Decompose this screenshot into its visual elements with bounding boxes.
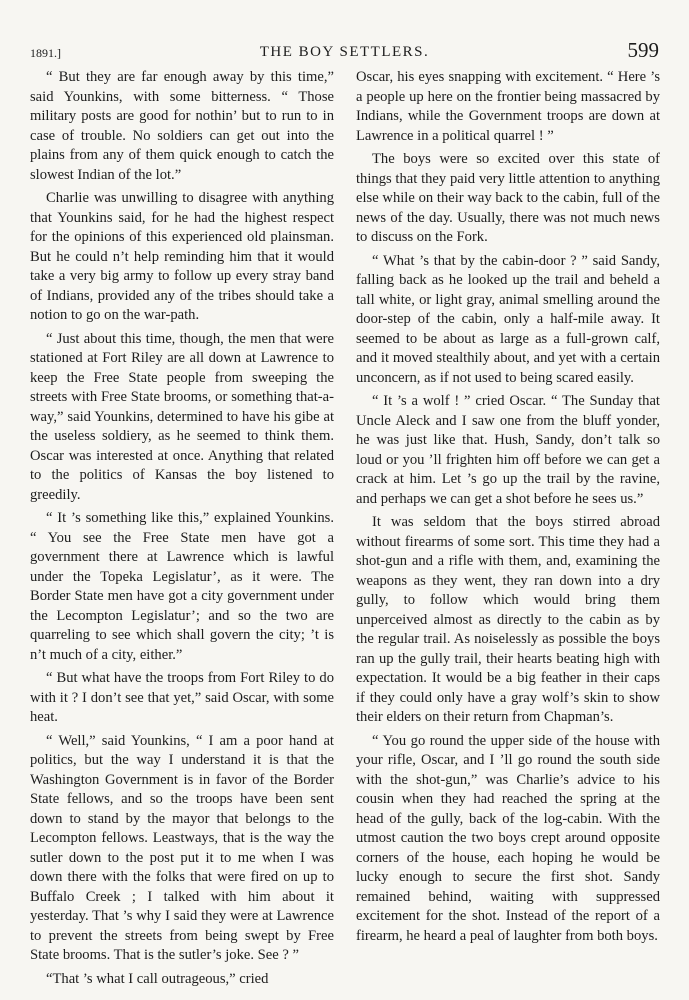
header-title: THE BOY SETTLERS. <box>259 44 430 60</box>
paragraph: Charlie was unwilling to disagree with anything that Younkins said, for he had the highest respect for the opinions of this experienced old plainsman. But he could n’t help reminding him that it would take a very big army to follow up every stray band of Indians, provided any of the tribes should take a notion to go on the war-path. <box>30 190 334 323</box>
page-number: 599 <box>627 38 659 62</box>
paragraph: “ Well,” said Younkins, “ I am a poor hand at politics, but the way I understand it is that the Washington Government is in favor of the Border State fellows, and so the troops have been sent down to stand by the mayor that belongs to the Lecompton fellows. Leastways, that is the way the sutler down to the post put it to me when I was down there with the folks that were fired on up to Buffalo Creek ; I talked with him about it yesterday. That ’s why I said they were at Lawrence to prevent the streets from being swept by Free State brooms. That is the sutler’s joke. See ? ” <box>30 732 334 963</box>
paragraph: “ It ’s something like this,” explained Younkins. “ You see the Free State men have got a government there at Lawrence which is lawful under the Topeka Legislatur’, as it were. The Border State men have got a city government under the Lecompton Legislatur’; and so the two are quarreling to see which shall govern the city; ’t is n’t much of a city, either.” <box>30 510 334 663</box>
paragraph: “ It ’s a wolf ! ” cried Oscar. “ The Sunday that Uncle Aleck and I saw one from the bluff yonder, he was just like that. Hush, Sandy, don’t talk so loud or you ’ll frighten him off before we can get a crack at him. Let ’s go up the trail by the ravine, and perhaps we can get a shot before he sees us.” <box>356 393 660 507</box>
header-date: 1891.] <box>30 46 61 60</box>
paragraph: “ What ’s that by the cabin-door ? ” said Sandy, falling back as he looked up the trail and beheld a tall white, or light gray, animal smelling around the door-step of the cabin, only a half-mile away. It seemed to be about as large as a full-grown calf, and it moved stealthily about, and yet with a certain unconcern, as if not used to being scared easily. <box>356 252 660 386</box>
paragraph-continued: Oscar, his eyes snapping with excitement. “ Here ’s a people up here on the frontier being massacred by Indians, while the Government troops are down at Lawrence in a political quarrel ! ” <box>356 69 660 144</box>
paragraph: The boys were so excited over this state of things that they paid very little attention to anything else while on their way back to the cabin, full of the news of the day. Usually, there was not much news to discuss on the Fork. <box>356 151 660 245</box>
left-column <box>30 68 334 993</box>
paragraph: “ Just about this time, though, the men that were stationed at Fort Riley are all down at Lawrence to keep the Free State people from sweeping the streets with Free State brooms, or something that-a-way,” said Younkins, determined to have his gibe at the useless soldiery, as he seemed to think them. Oscar was interested at once. Anything that related to the politics of Kansas the boy listened to greedily. <box>30 330 334 503</box>
paragraph: “ But they are far enough away by this time,” said Younkins, with some bitterness. “ Those military posts are good for nothin’ but to run to in case of trouble. No soldiers can get out into the plains from any of them quick enough to catch the slowest Indian of the lot.” <box>30 69 334 183</box>
paragraph: It was seldom that the boys stirred abroad without firearms of some sort. This time they had a shot-gun and a rifle with them, and, examining the weapons as they went, they ran down into a dry gully, to follow which would bring them unperceived almost as directly to the cabin as by the regular trail. As noiselessly as possible the boys ran up the gully trail, their hearts beating high with expectation. It would be a big feather in their caps if they could only have a gray wolf’s skin to show their elders on their return from Chapman’s. <box>356 514 660 725</box>
paragraph: “That ’s what I call outrageous,” cried <box>46 970 269 987</box>
running-header <box>30 38 659 68</box>
paragraph: “ But what have the troops from Fort Riley to do with it ? I don’t see that yet,” said Oscar, with some heat. <box>30 670 334 725</box>
paragraph: “ You go round the upper side of the house with your rifle, Oscar, and I ’ll go round the south side with the shot-gun,” was Charlie’s advice to his cousin when they had reached the spring at the head of the gully, back of the log-cabin. With the utmost caution the two boys crept around opposite corners of the house, each hoping he would be lucky enough to secure the first shot. Sandy remained behind, waiting with suppressed excitement for the shot. Instead of the report of a firearm, he heard a peal of laughter from both boys. <box>356 732 660 944</box>
right-column <box>356 68 660 950</box>
